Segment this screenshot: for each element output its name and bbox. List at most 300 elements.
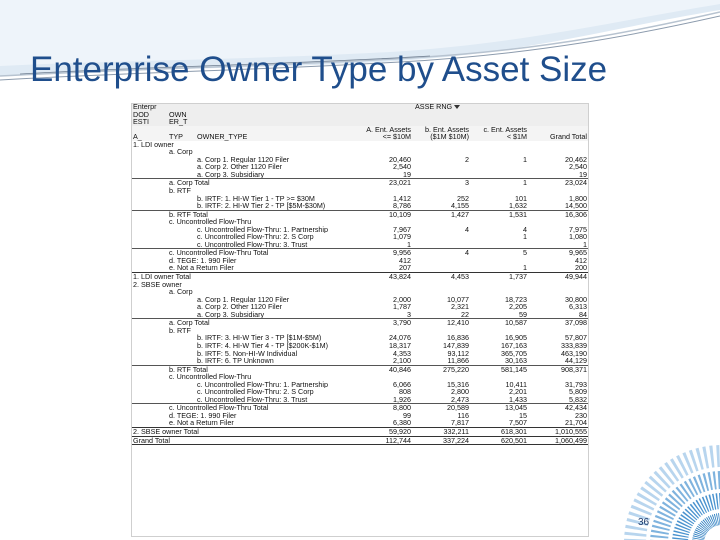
table-cell: 16,306 (529, 210, 589, 218)
logo-ray (624, 532, 646, 537)
logo-ray (654, 471, 671, 489)
row-label-level2 (167, 388, 195, 396)
table-cell (353, 148, 413, 156)
page-field-label (195, 111, 413, 119)
table-cell: 10,109 (353, 210, 413, 218)
table-cell: 200 (575, 264, 587, 273)
slide-title: Enterprise Owner Type by Asset Size (30, 50, 608, 89)
row-label-level3: c. Uncontrolled Flow-Thru: 1. Partnership (197, 225, 329, 234)
table-cell: 4,453 (413, 273, 471, 281)
table-cell (471, 187, 529, 195)
row-label-level1 (131, 365, 167, 373)
table-cell: 620,501 (471, 436, 529, 445)
table-cell: 42,434 (529, 404, 589, 412)
table-cell: 15,316 (447, 380, 469, 389)
row-label-level1: 1. LDI owner (133, 140, 174, 149)
row-label-level1 (131, 350, 167, 358)
table-cell: 412 (575, 256, 587, 265)
table-cell: 412 (399, 256, 411, 265)
column-header: < $1M (471, 133, 529, 141)
table-cell (413, 257, 471, 265)
row-label-level3: c. Uncontrolled Flow-Thru: 2. S Corp (197, 388, 314, 396)
table-cell (471, 163, 529, 171)
page-field-blank (471, 111, 589, 119)
logo-ray (644, 481, 663, 497)
table-row (131, 381, 589, 389)
table-row (131, 281, 589, 289)
table-cell (471, 257, 529, 265)
table-cell: 1,427 (413, 210, 471, 218)
table-cell: 12,410 (413, 319, 471, 327)
row-label-level2 (167, 334, 195, 342)
page-field-label: OWN (167, 111, 195, 119)
row-label-level1 (131, 419, 167, 427)
table-cell (353, 141, 413, 149)
table-cell: 4 (413, 249, 471, 257)
table-cell: 24,076 (389, 334, 411, 342)
logo-ray (664, 462, 679, 482)
row-label-level1 (131, 233, 167, 241)
row-label-level1 (131, 187, 167, 195)
table-cell: 3 (407, 310, 411, 319)
table-row (131, 171, 589, 179)
header-blank (131, 126, 167, 134)
row-label-level1 (131, 257, 167, 265)
table-row (131, 327, 589, 335)
table-row (131, 273, 589, 281)
table-row (131, 311, 589, 319)
sunburst-logo-graphic (610, 445, 720, 540)
table-cell (353, 288, 413, 296)
table-cell: 337,224 (413, 436, 471, 445)
table-row (131, 233, 589, 241)
logo-ray (659, 466, 675, 485)
page-field-blank (471, 103, 589, 111)
table-row (131, 436, 589, 445)
row-label-level1 (131, 334, 167, 342)
row-label-level2 (167, 233, 195, 241)
table-row (131, 202, 589, 210)
column-header: A. Ent. Assets (353, 126, 413, 134)
row-label-level1: 2. SBSE owner Total (131, 427, 353, 436)
table-cell: 37,098 (529, 319, 589, 327)
row-label-level1 (131, 241, 167, 249)
table-cell: 2 (465, 155, 469, 164)
table-row (131, 257, 589, 265)
row-label-level1 (131, 296, 167, 304)
table-cell (529, 148, 589, 156)
logo-ray (713, 471, 717, 489)
logo-ray (709, 446, 714, 468)
table-cell (413, 218, 471, 226)
table-cell (413, 148, 471, 156)
table-cell (471, 148, 529, 156)
table-cell: 1,010,555 (529, 427, 589, 436)
table-cell: 21,704 (565, 419, 587, 428)
table-cell (529, 281, 589, 289)
table-cell: 18,317 (389, 341, 411, 350)
row-label-level1 (131, 171, 167, 179)
row-label-level1 (131, 163, 167, 171)
table-cell: 1,412 (393, 194, 411, 203)
page-field-label: ER_T (167, 118, 195, 126)
table-cell: 16,836 (447, 334, 469, 342)
table-cell: 93,112 (447, 349, 469, 358)
table-cell: 20,462 (565, 155, 587, 164)
row-label-level2: a. Corp (169, 288, 193, 296)
table-cell: 2,000 (393, 295, 411, 304)
column-header-row (131, 133, 589, 141)
table-cell: 230 (575, 411, 587, 420)
row-label-level3: a. Corp 2. Other 1120 Filer (197, 303, 282, 311)
table-cell (413, 281, 471, 289)
table-cell (353, 187, 413, 195)
table-cell: 30,163 (505, 357, 527, 366)
table-cell: 8,786 (393, 202, 411, 211)
table-row (131, 163, 589, 171)
logo-ray (702, 446, 709, 468)
table-cell (413, 241, 471, 249)
table-cell: 5,832 (569, 395, 587, 404)
row-label-level1 (131, 264, 167, 272)
row-label-level2 (167, 357, 195, 365)
table-cell: 2,205 (509, 303, 527, 311)
logo-ray (659, 506, 676, 517)
table-row (131, 373, 589, 381)
table-cell: 7,975 (569, 225, 587, 234)
row-label-level1 (131, 210, 167, 218)
table-row (131, 148, 589, 156)
table-cell: 49,944 (529, 273, 589, 281)
table-cell: 31,793 (565, 380, 587, 389)
table-cell (471, 288, 529, 296)
row-label-level2: b. RTF Total (167, 210, 353, 218)
row-label-level1 (131, 195, 167, 203)
table-cell (413, 288, 471, 296)
table-row (131, 141, 589, 149)
row-label-level3: c. Uncontrolled Flow-Thru: 3. Trust (197, 240, 308, 249)
page-field-row (131, 111, 589, 119)
page-field-value[interactable]: ASSE RNG (413, 103, 471, 111)
table-row (131, 156, 589, 164)
table-cell: 2,540 (393, 163, 411, 171)
table-cell: 8,800 (353, 404, 413, 412)
row-label-level2: c. Uncontrolled Flow-Thru Total (167, 404, 353, 412)
page-field-label (195, 103, 413, 111)
row-label-level2 (167, 241, 195, 249)
table-cell: 618,301 (471, 427, 529, 436)
table-cell: 6,313 (569, 303, 587, 311)
table-cell: 1,060,499 (529, 436, 589, 445)
column-header: Grand Total (529, 133, 589, 141)
row-label-level1 (131, 156, 167, 164)
row-label-level1 (131, 388, 167, 396)
logo-ray (684, 481, 695, 497)
table-cell: 1,433 (509, 395, 527, 404)
table-row (131, 357, 589, 365)
row-label-level3: b. IRTF: 6. TP Unknown (197, 357, 274, 366)
table-cell: 4 (465, 225, 469, 234)
table-cell: 1,080 (569, 233, 587, 241)
table-cell (471, 281, 529, 289)
table-cell (353, 373, 413, 381)
logo-ray (649, 476, 667, 493)
table-cell: 3,790 (353, 319, 413, 327)
table-cell: 18,723 (505, 295, 527, 304)
row-label-level1 (131, 226, 167, 234)
row-field-header[interactable]: TYP (167, 133, 195, 141)
row-label-level2: c. Uncontrolled Flow-Thru (169, 373, 252, 381)
row-label-level2: a. Corp (169, 148, 193, 156)
row-label-level3: b. IRTF: 5. Non-HI-W Individual (197, 349, 298, 358)
table-cell (413, 163, 471, 171)
row-label-level1: Grand Total (131, 436, 353, 445)
header-blank (167, 126, 195, 134)
table-row (131, 210, 589, 218)
table-cell: 333,839 (561, 341, 587, 350)
table-cell: 59 (519, 310, 527, 319)
table-row (131, 412, 589, 420)
page-field-label (195, 118, 413, 126)
table-cell: 112,744 (353, 436, 413, 445)
row-label-level1 (131, 357, 167, 365)
table-cell: 5 (471, 249, 529, 257)
table-cell (353, 218, 413, 226)
table-cell: 43,824 (353, 273, 413, 281)
row-label-level1 (131, 179, 167, 187)
table-row (131, 218, 589, 226)
row-label-level1: 2. SBSE owner (133, 280, 182, 289)
table-row (131, 427, 589, 436)
row-label-level1 (131, 303, 167, 311)
table-row (131, 350, 589, 358)
table-row (131, 226, 589, 234)
table-row (131, 365, 589, 373)
row-label-level1: 1. LDI owner Total (131, 273, 353, 281)
table-cell: 57,807 (565, 334, 587, 342)
page-field-blank (471, 118, 589, 126)
row-label-level2: a. Corp Total (167, 179, 353, 187)
table-cell (471, 218, 529, 226)
table-row (131, 179, 589, 187)
page-field-row (131, 103, 589, 111)
row-label-level2 (167, 350, 195, 358)
row-label-level1 (131, 288, 167, 296)
table-row (131, 195, 589, 203)
table-cell (413, 327, 471, 335)
pivot-table-sheet (131, 103, 589, 537)
table-cell: 6,066 (393, 380, 411, 389)
table-row (131, 334, 589, 342)
page-field-label: Enterpr (131, 103, 167, 111)
table-cell: 2,800 (451, 388, 469, 396)
table-cell: 1,737 (471, 273, 529, 281)
row-label-level3: a. Corp 3. Subsidiary (197, 310, 265, 319)
table-cell (529, 373, 589, 381)
row-label-level3: b. IRTF: 3. HI-W Tier 3 - TP [$1M-$5M) (197, 334, 322, 342)
table-cell: 6,380 (393, 419, 411, 428)
table-cell: 30,800 (565, 295, 587, 304)
row-label-level2: e. Not a Return Filer (169, 419, 234, 428)
table-cell: 1,926 (393, 395, 411, 404)
logo-ray (716, 493, 719, 509)
row-label-level3: a. Corp 3. Subsidiary (197, 170, 265, 179)
row-label-level1 (131, 327, 167, 335)
table-cell: 2,321 (451, 303, 469, 311)
table-cell: 1,632 (509, 202, 527, 211)
row-label-level3: c. Uncontrolled Flow-Thru: 2. S Corp (197, 233, 314, 241)
table-row (131, 396, 589, 404)
table-cell: 4,353 (393, 349, 411, 358)
table-cell: 365,705 (501, 349, 527, 358)
table-cell: 9,956 (353, 249, 413, 257)
row-label-level2 (167, 381, 195, 389)
table-cell (529, 141, 589, 149)
table-cell: 1 (523, 233, 527, 241)
table-row (131, 288, 589, 296)
row-field-header[interactable]: OWNER_TYPE (195, 133, 353, 141)
table-cell: 84 (579, 310, 587, 319)
column-header: b. Ent. Assets (413, 126, 471, 134)
row-label-level1 (131, 412, 167, 420)
page-field-label (167, 103, 195, 111)
table-cell (413, 141, 471, 149)
row-label-level2 (167, 163, 195, 171)
table-cell (529, 288, 589, 296)
table-row (131, 319, 589, 327)
page-field-label: DOD_ (131, 111, 167, 119)
row-label-level2 (167, 156, 195, 164)
dropdown-arrow-icon[interactable] (454, 105, 460, 109)
table-row (131, 342, 589, 350)
table-cell: 3 (413, 179, 471, 187)
table-cell: 23,024 (529, 179, 589, 187)
table-row (131, 187, 589, 195)
table-cell: 101 (515, 194, 527, 203)
pivot-table (131, 103, 589, 445)
table-cell (413, 233, 471, 241)
row-label-level3: b. IRTF: 2. HI-W Tier 2 - TP [$5M-$30M) (197, 202, 326, 211)
row-label-level2 (167, 296, 195, 304)
row-label-level1 (131, 319, 167, 327)
logo-ray (716, 445, 720, 467)
header-blank (195, 126, 353, 134)
table-cell: 7,967 (393, 225, 411, 234)
table-cell: 20,589 (413, 404, 471, 412)
row-label-level2: e. Not a Return Filer (169, 264, 234, 273)
table-cell: 9,965 (529, 249, 589, 257)
table-cell: 10,077 (447, 295, 469, 304)
row-label-level1 (131, 202, 167, 210)
table-cell: 15 (519, 411, 527, 420)
column-header-row (131, 126, 589, 134)
row-label-level3: c. Uncontrolled Flow-Thru: 1. Partnership (197, 380, 329, 389)
table-cell: 2,473 (451, 395, 469, 404)
row-label-level2 (167, 342, 195, 350)
page-field-label: ESTI (131, 118, 167, 126)
page-field-value (413, 118, 471, 126)
page-number: 36 (638, 517, 650, 528)
table-row (131, 404, 589, 412)
table-cell: 99 (403, 411, 411, 420)
row-label-level2 (167, 226, 195, 234)
table-cell: 40,846 (353, 365, 413, 373)
table-cell: 2,100 (393, 357, 411, 366)
column-header (529, 126, 589, 134)
row-label-level2: c. Uncontrolled Flow-Thru (169, 218, 252, 226)
row-label-level1 (131, 396, 167, 404)
table-cell: 44,129 (565, 357, 587, 366)
table-cell: 2,540 (569, 163, 587, 171)
row-label-level2: d. TEGE: 1. 990 Filer (169, 411, 237, 420)
table-row (131, 264, 589, 272)
row-label-level1 (131, 249, 167, 257)
table-cell: 1,079 (393, 233, 411, 241)
table-cell: 14,500 (565, 202, 587, 211)
table-row (131, 388, 589, 396)
column-header: <= $10M (353, 133, 413, 141)
table-cell (471, 327, 529, 335)
row-label-level2 (167, 171, 195, 179)
table-cell: 908,371 (529, 365, 589, 373)
row-label-level2: a. Corp Total (167, 319, 353, 327)
table-cell: 7,507 (509, 419, 527, 428)
table-cell: 11,866 (447, 357, 469, 366)
logo-ray (651, 530, 669, 535)
table-cell: 808 (399, 388, 411, 396)
row-label-level3: a. Corp 2. Other 1120 Filer (197, 163, 282, 171)
table-cell: 22 (461, 310, 469, 319)
table-cell: 1,787 (393, 303, 411, 311)
row-label-level1 (131, 311, 167, 319)
column-header: ($1M $10M) (413, 133, 471, 141)
table-cell: 207 (399, 264, 411, 273)
logo-ray (640, 486, 660, 501)
row-label-level2 (167, 303, 195, 311)
table-cell: 332,211 (413, 427, 471, 436)
row-label-level1 (131, 148, 167, 156)
row-label-level1 (131, 373, 167, 381)
row-label-level2: b. RTF Total (167, 365, 353, 373)
table-cell: 23,021 (353, 179, 413, 187)
table-row (131, 303, 589, 311)
table-cell: 1,531 (471, 210, 529, 218)
table-cell: 16,905 (505, 334, 527, 342)
row-label-level1 (131, 218, 167, 226)
row-label-level2: b. RTF (169, 187, 191, 195)
row-label-level1 (131, 404, 167, 412)
row-label-level2: b. RTF (169, 326, 191, 335)
logo-ray (650, 535, 668, 539)
table-cell: 59,920 (353, 427, 413, 436)
table-cell: 4 (523, 225, 527, 234)
page-field-value (413, 111, 471, 119)
table-cell (413, 171, 471, 179)
row-label-level2 (167, 202, 195, 210)
table-cell: 20,460 (389, 155, 411, 164)
table-cell (471, 373, 529, 381)
table-cell (529, 327, 589, 335)
table-row (131, 249, 589, 257)
row-label-level3: b. IRTF: 1. HI-W Tier 1 - TP >= $30M (197, 194, 315, 203)
row-label-level3: b. IRTF: 4. HI-W Tier 4 - TP [$200K-$1M) (197, 341, 329, 350)
table-cell: 581,145 (471, 365, 529, 373)
table-cell: 275,220 (413, 365, 471, 373)
table-cell: 10,587 (471, 319, 529, 327)
table-cell: 19 (579, 170, 587, 179)
row-field-header[interactable]: A_ (131, 133, 167, 141)
page-field-row (131, 118, 589, 126)
